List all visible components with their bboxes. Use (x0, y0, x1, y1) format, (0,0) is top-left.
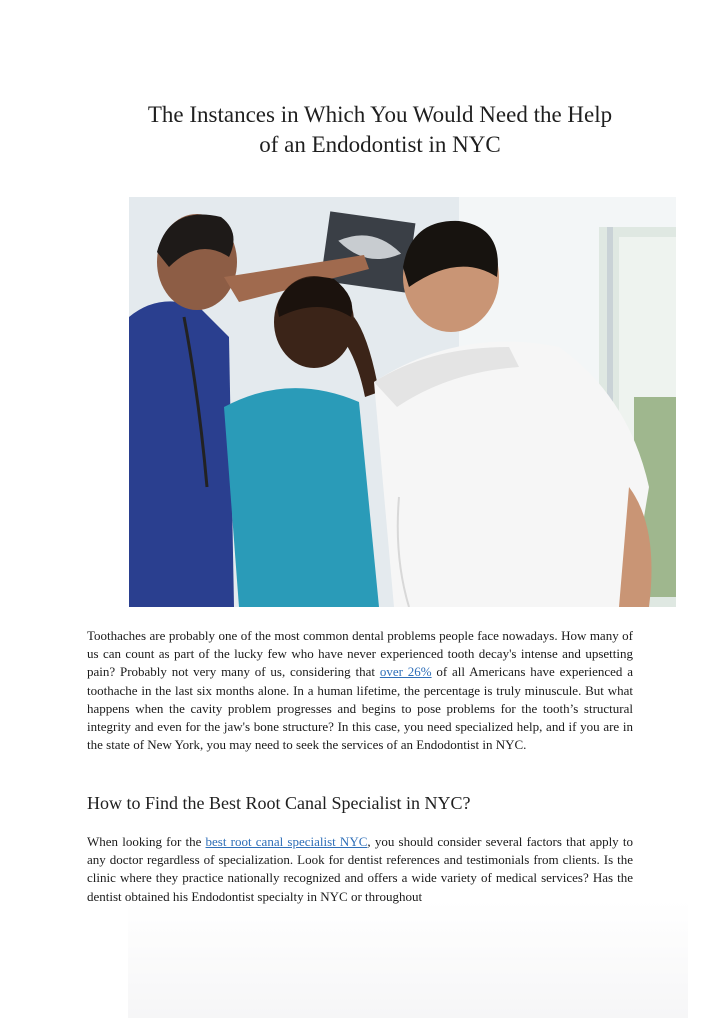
page-shadow (128, 900, 688, 1018)
page-title (100, 100, 660, 160)
title-line-1: The Instances in Which You Would Need the Help (147, 102, 613, 127)
intro-text-end: of all Americans have experienced a toothache in the last six months alone. In a human lifetime, the percentage is truly minuscule. But what happens when the cavity problem progresses and begins to pose problems for the tooth’s structural integrity and even for the jaw's bone structure? In this case, you need specialized help, and if you are in the state of New York, you may need to seek the services of an Endodontist in NYC. (87, 664, 633, 753)
title-line-2: of an Endodontist in NYC (259, 132, 501, 157)
section-text-start: When looking for the (87, 834, 206, 849)
intro-text-start: Toothaches are probably one of the most common dental problems people face nowadays. How many of us can count as part of the lucky few who have never experienced tooth decay's intense and upsetting pain? Probably not very many of us, considering that (87, 628, 633, 680)
root-canal-specialist-link[interactable]: best root canal specialist NYC (205, 834, 368, 849)
section-paragraph (87, 833, 633, 906)
statistic-link[interactable]: over 26% (379, 664, 432, 680)
section-text-end: , you should consider several factors that apply to any doctor regardless of specialization. Look for dentist references and testimonials from clients. Is the clinic where they practice nationally recognized and offers a wide variety of medical services? Has the dentist obtained his Endodontist specialty in NYC or throughout (87, 834, 633, 904)
intro-paragraph (87, 627, 633, 754)
dentists-xray-photo (129, 197, 676, 607)
section-heading: How to Find the Best Root Canal Specialist in NYC? (87, 793, 471, 813)
